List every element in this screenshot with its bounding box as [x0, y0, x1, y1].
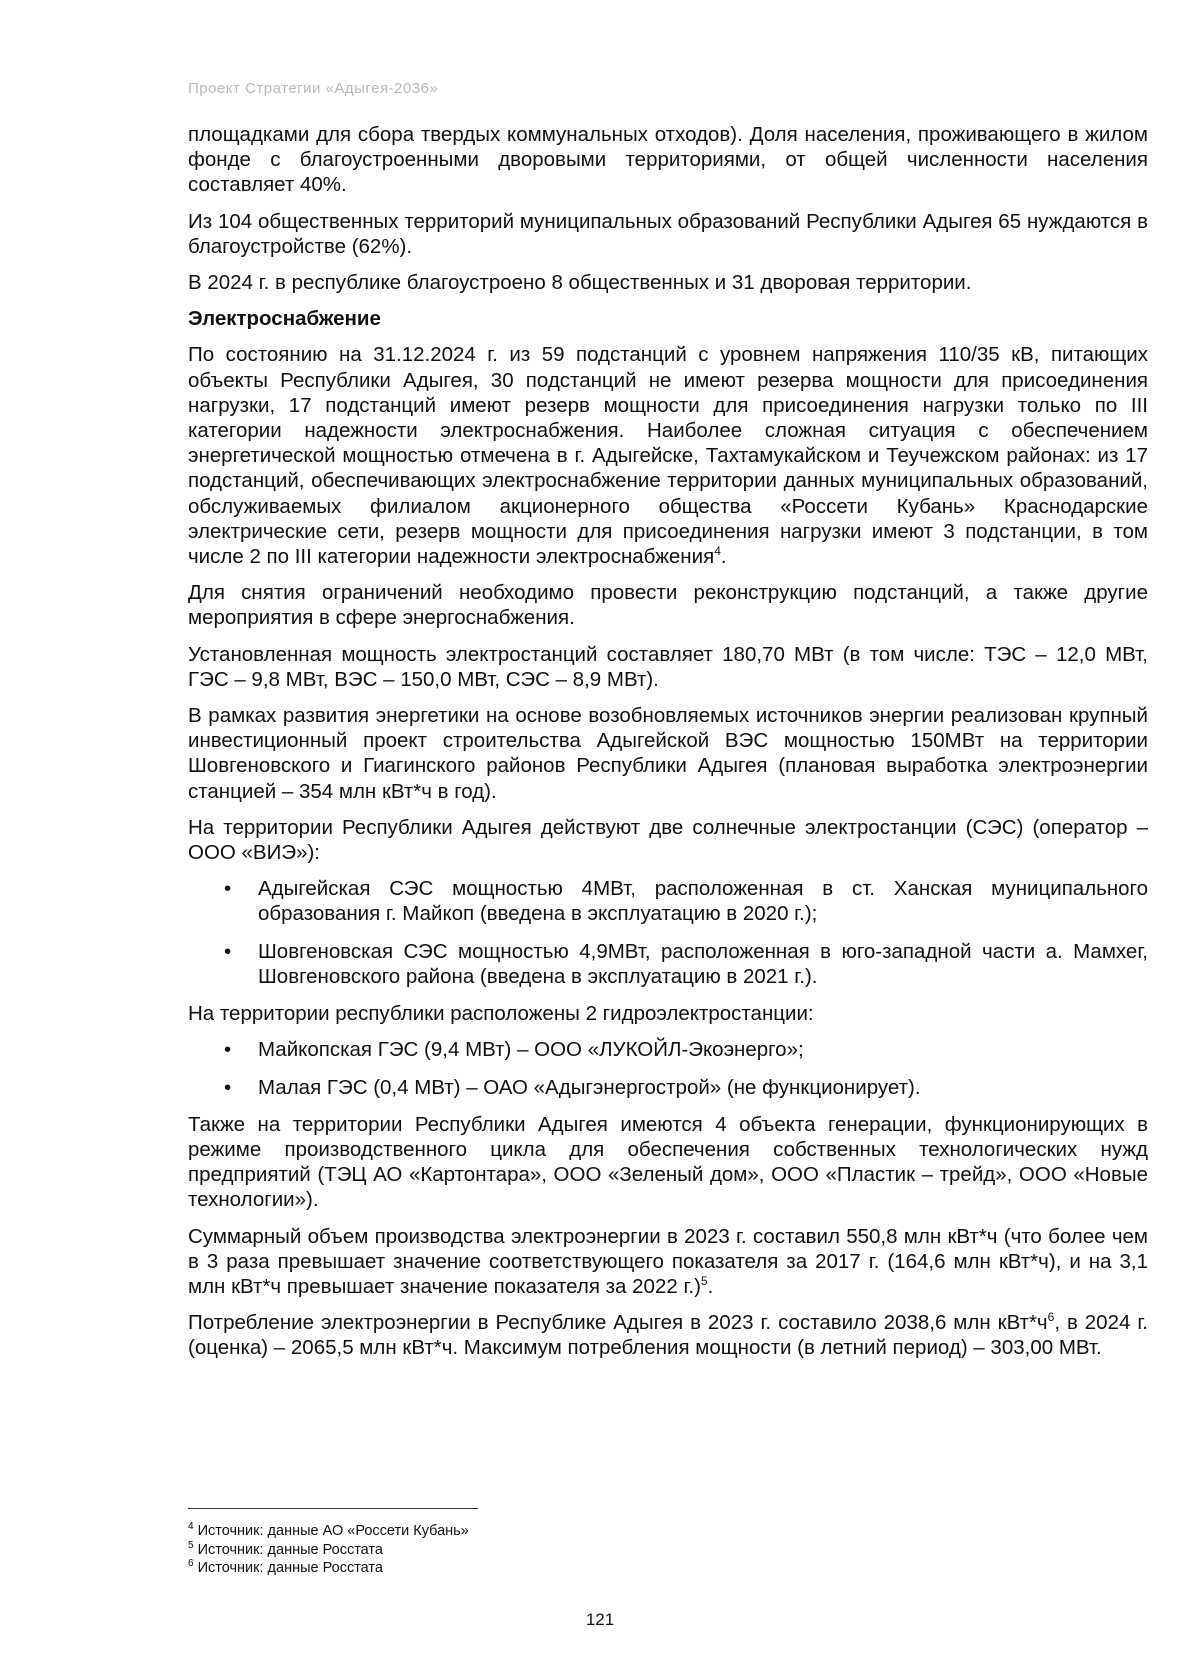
- solar-stations-list: [188, 876, 1148, 989]
- paragraph-consumption: [188, 1310, 1148, 1360]
- footnote-number: 6: [188, 1558, 194, 1570]
- production-text: Суммарный объем производства электроэнергии в 2023 г. составил 550,8 млн кВт*ч (что более чем в 3 раза превышает значение соответствующего показателя за 2017 г. (164,6 млн кВт*ч), и на 3,1 млн кВт*ч превышает значение показателя за 2022 г.): [188, 1224, 1148, 1298]
- list-item-text: Малая ГЭС (0,4 МВт) – ОАО «Адыгэнергострой» (не функционирует).: [258, 1075, 921, 1099]
- section-heading-power-supply: Электроснабжение: [188, 307, 381, 331]
- footnote-ref-4[interactable]: 4: [714, 544, 721, 559]
- page-number: 121: [585, 1610, 615, 1629]
- footnote-text: Источник: данные АО «Россети Кубань»: [197, 1523, 469, 1539]
- bullet-icon: •: [224, 1038, 232, 1062]
- footnote-5: [188, 1541, 469, 1560]
- paragraph-production-volume: [188, 1224, 1148, 1300]
- paragraph-public-territories: Из 104 общественных территорий муниципальных образований Республики Адыгея 65 нуждаются в благоустройстве (62%).: [188, 209, 1148, 258]
- paragraph-wind-farm: В рамках развития энергетики на основе возобновляемых источников энергии реализован крупный инвестиционный проект строительства Адыгейской ВЭС мощностью 150МВт на территории Шовгеновского и Гиагинского районов Республики Адыгея (плановая выработка электроэнергии станцией – 354 млн кВт*ч в год).: [188, 704, 1148, 803]
- bullet-icon: •: [224, 1075, 232, 1099]
- footnote-number: 5: [188, 1539, 194, 1551]
- paragraph-generation-objects: Также на территории Республики Адыгея имеются 4 объекта генерации, функционирующих в режиме производственного цикла для обеспечения собственных технологических нужд предприятий (ТЭЦ АО «Картонтара», ООО «Зеленый дом», ООО «Пластик – трейд», ООО «Новые технологии»).: [188, 1112, 1148, 1212]
- paragraph-2024-landscaped: В 2024 г. в республике благоустроено 8 общественных и 31 дворовая территории.: [188, 271, 972, 295]
- list-item-text: Шовгеновская СЭС мощностью 4,9МВт, расположенная в юго-западной части а. Мамхег, Шовгеновского района (введена в эксплуатацию в 2021 г.).: [258, 939, 1148, 988]
- footnote-number: 4: [188, 1521, 194, 1533]
- paragraph-substations: [188, 342, 1148, 569]
- list-item-small-ges: [188, 1075, 1148, 1100]
- footnote-ref-5[interactable]: 5: [700, 1274, 708, 1289]
- footnote-4: [188, 1522, 469, 1541]
- consumption-text-b: , в 2024 г. (оценка) – 2065,5 млн кВт*ч. Максимум потребления мощности (в летний период) – 303,00 МВт.: [188, 1311, 1149, 1360]
- running-header: Проект Стратегии «Адыгея-2036»: [188, 80, 439, 97]
- list-item-text: Майкопская ГЭС (9,4 МВт) – ООО «ЛУКОЙЛ-Экоэнерго»;: [258, 1038, 804, 1062]
- paragraph-landscaping-share: площадками для сбора твердых коммунальных отходов). Доля населения, проживающего в жилом фонде с благоустроенными дворовыми территориями, от общей численности населения составляет 40%.: [188, 123, 1148, 197]
- page-body: [188, 122, 1148, 1372]
- paragraph-solar-intro: На территории Республики Адыгея действуют две солнечные электростанции (СЭС) (оператор – ООО «ВИЭ»):: [188, 815, 1148, 865]
- paragraph-installed-capacity: Установленная мощность электростанций составляет 180,70 МВт (в том числе: ТЭС – 12,0 МВт, ГЭС – 9,8 МВт, ВЭС – 150,0 МВт, СЭС – 8,9 МВт).: [188, 642, 1148, 691]
- paragraph-hydro-intro: На территории республики расположены 2 гидроэлектростанции:: [188, 1002, 814, 1026]
- substations-text-end: .: [720, 545, 727, 569]
- footnote-text: Источник: данные Росстата: [197, 1560, 383, 1576]
- hydro-stations-list: [188, 1037, 1148, 1099]
- footnote-separator: [188, 1508, 478, 1509]
- consumption-text-a: Потребление электроэнергии в Республике Адыгея в 2023 г. составило 2038,6 млн кВт*ч: [188, 1311, 1048, 1335]
- production-text-end: .: [707, 1274, 714, 1298]
- bullet-icon: •: [224, 939, 232, 963]
- list-item-shovgenovsk-ses: [188, 939, 1148, 989]
- footnote-6: [188, 1559, 469, 1578]
- list-item-adygeya-ses: [188, 876, 1148, 926]
- substations-text: По состоянию на 31.12.2024 г. из 59 подстанций с уровнем напряжения 110/35 кВ, питающих объекты Республики Адыгея, 30 подстанций не имеют резерва мощности для присоединения нагрузки, 17 подстанций имеют резерв мощности для присоединения нагрузки только по III категории надежности электроснабжения. Наиболее сложная ситуация с обеспечением энергетической мощностью отмечена в г. Адыгейске, Тахтамукайском и Теучежском районах: из 17 подстанций, обеспечивающих электроснабжение территории данных муниципальных образований, обслуживаемых филиалом акционерного общества «Россети Кубань» Краснодарские электрические сети, резерв мощности для присоединения нагрузки имеют 3 подстанции, в том числе 2 по III категории надежности электроснабжения: [188, 343, 1148, 569]
- footnotes: [188, 1522, 469, 1578]
- list-item-text: Адыгейская СЭС мощностью 4МВт, расположенная в ст. Ханская муниципального образования г. Майкоп (введена в эксплуатацию в 2020 г.);: [258, 877, 1148, 926]
- footnote-text: Источник: данные Росстата: [197, 1541, 383, 1558]
- bullet-icon: •: [224, 877, 232, 901]
- paragraph-reconstruction: Для снятия ограничений необходимо провести реконструкцию подстанций, а также другие мероприятия в сфере энергоснабжения.: [188, 581, 1148, 630]
- list-item-maikop-ges: [188, 1037, 1148, 1062]
- footnote-ref-6[interactable]: 6: [1047, 1310, 1055, 1325]
